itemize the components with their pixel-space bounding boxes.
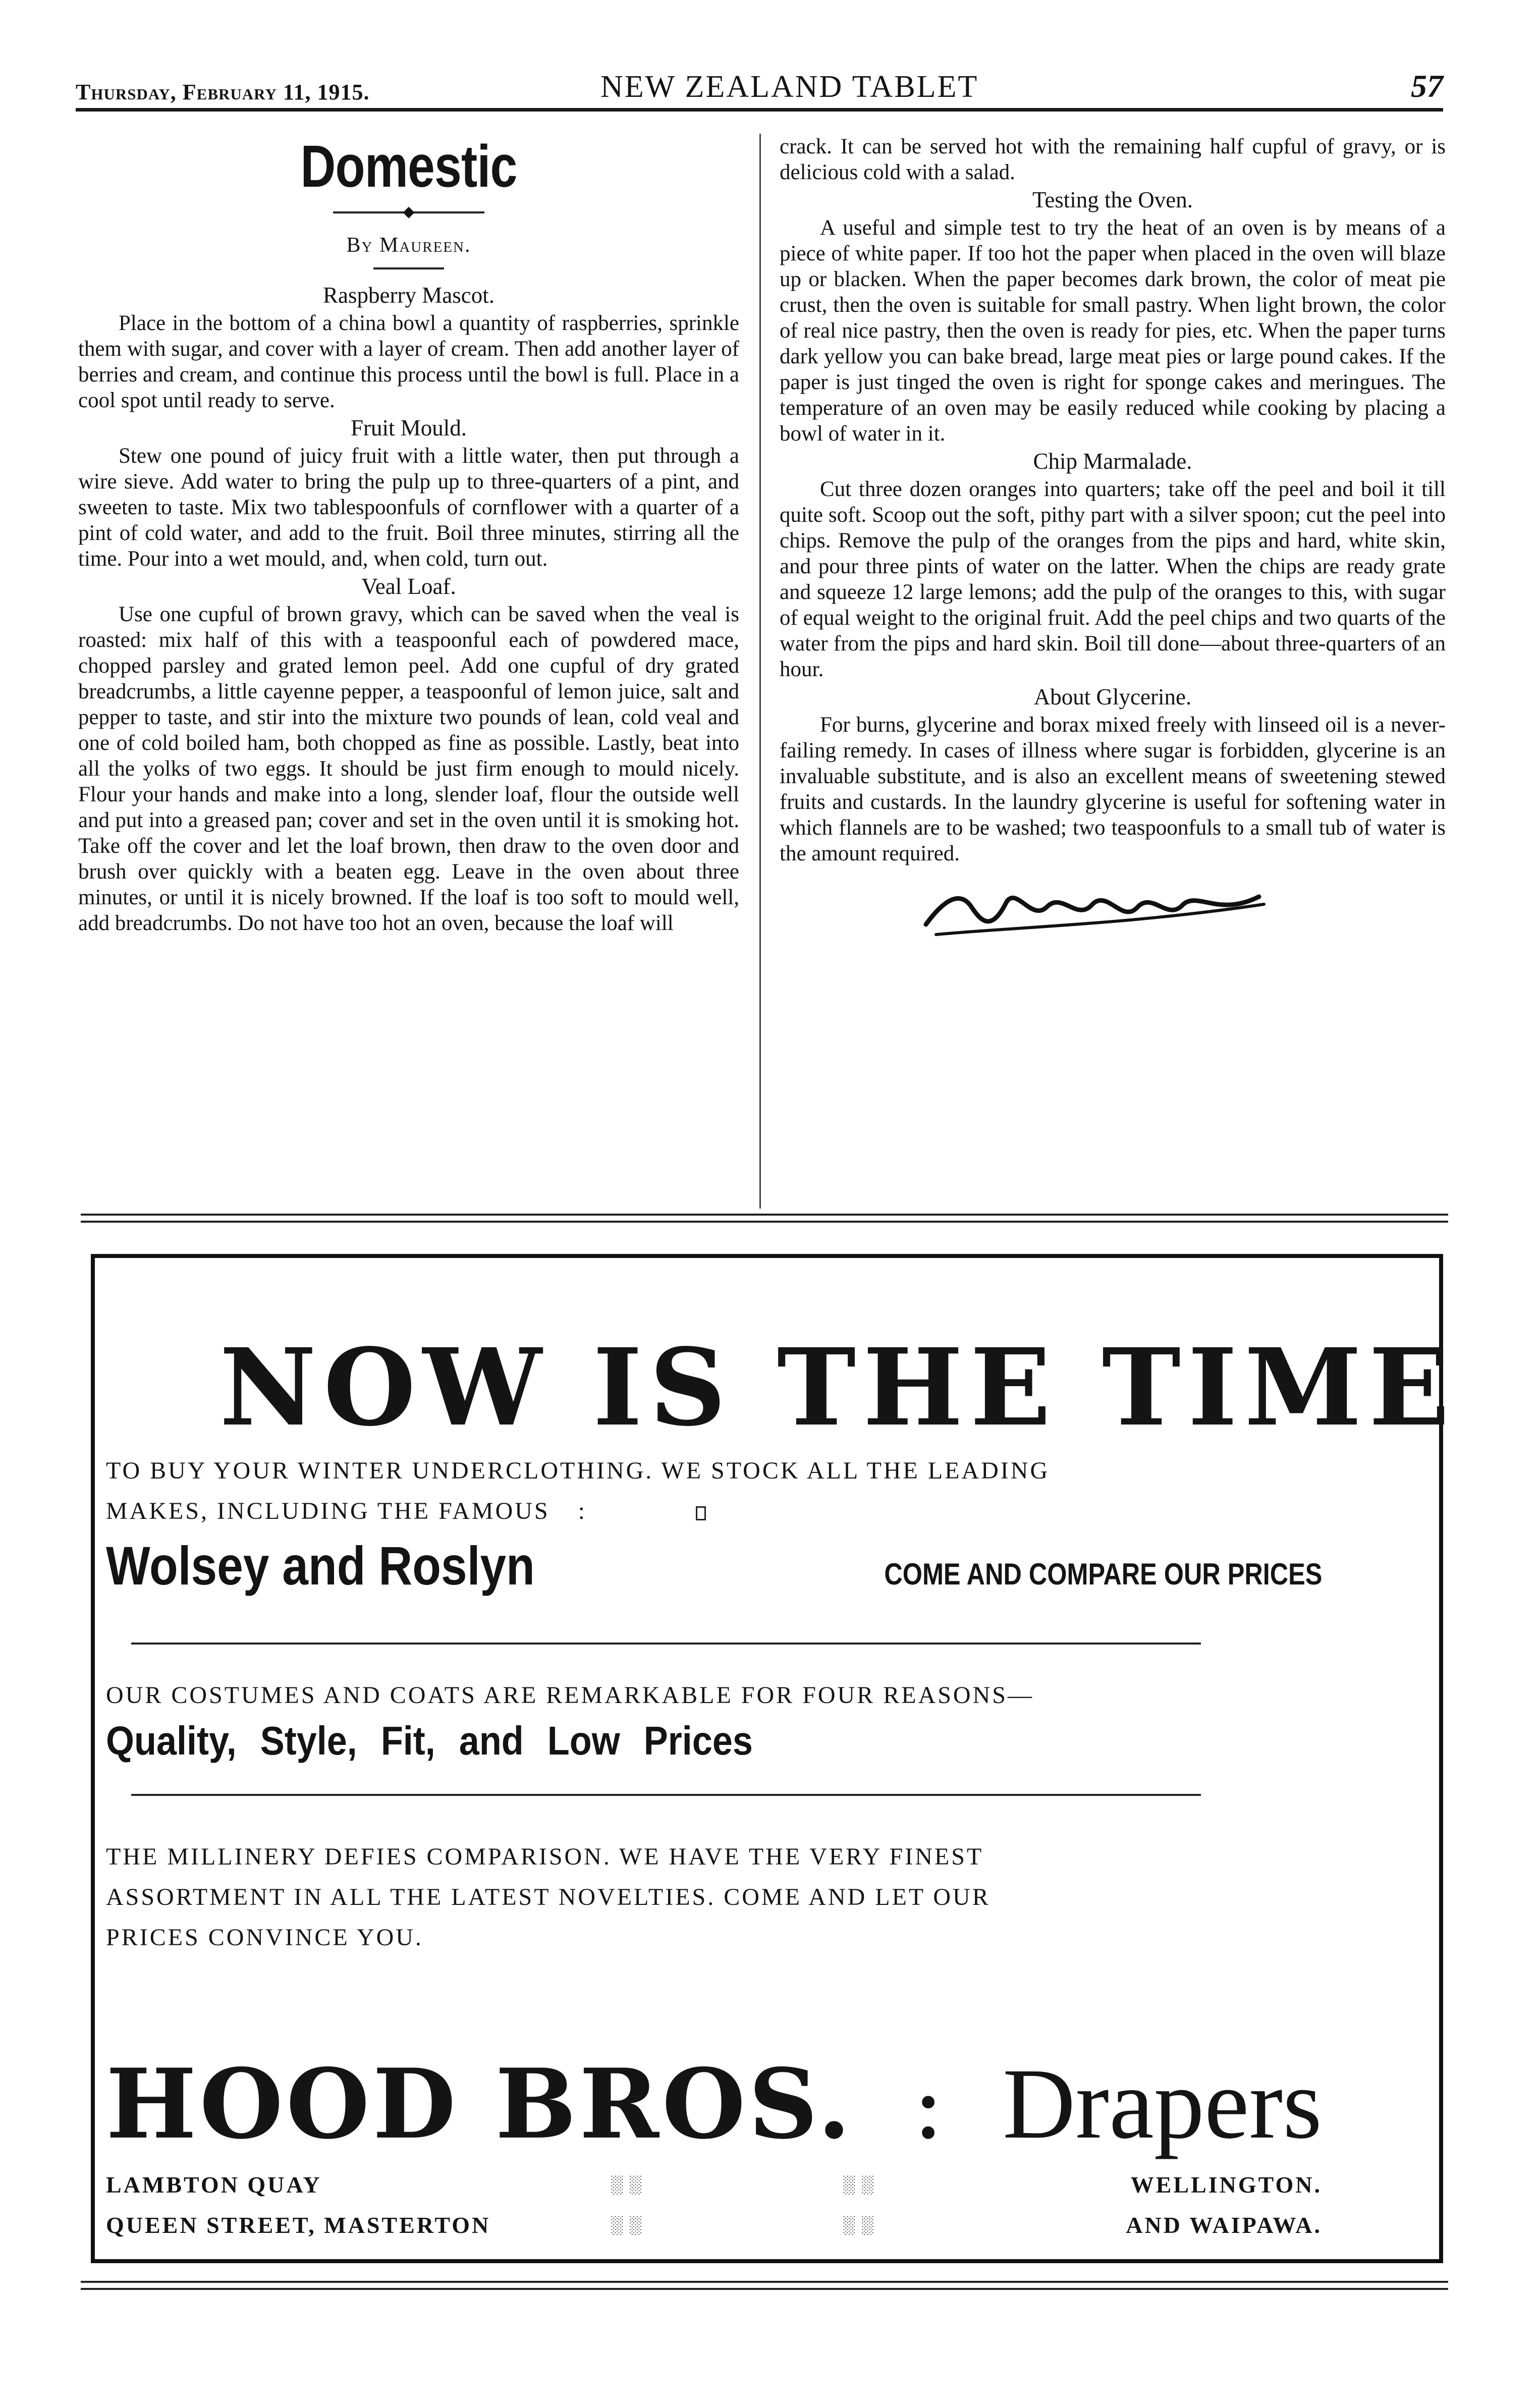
recipe-text: A useful and simple test to try the heat of an oven is by means of a piece of white paper. If too hot the paper when placed in the oven will blaze up or blacken. When the paper becomes dark brown, the color of meat pie crust, then the oven is suitable for small pastry. When light brown, the color of real nice pastry, then the oven is ready for pies, etc. When the paper turns dark yellow you can bake bread, large meat pies or large pound cakes. If the paper is just tinged the oven is right for sponge cakes and meringues. The temperature of an oven may be easily reduced while cooking by placing a bowl of water in it. — [780, 216, 1446, 446]
ornament-icon: ░ ░ — [843, 2216, 874, 2234]
byline — [78, 233, 739, 258]
recipe-title: Fruit Mould. — [350, 415, 467, 441]
recipe-title: Raspberry Mascot. — [323, 283, 494, 308]
address-street: QUEEN STREET, MASTERTON — [106, 2212, 491, 2238]
quality-list: Quality, Style, Fit, and Low Prices — [106, 1718, 753, 1763]
ad-divider — [131, 1794, 1201, 1796]
ornament-icon: ░ ░ — [611, 2216, 642, 2234]
addresses — [106, 2165, 1322, 2246]
recipe-text: Use one cupful of brown gravy, which can be saved when the veal is roasted: mix half of this with a teaspoonful each of powdered mace, chopped parsley and grated lemon peel. Add one cupful of dry grated breadcrumbs, a little cayenne pepper, a teaspoonful of lemon juice, salt and pepper to taste, and stir into the mixture two pounds of lean, cold veal and one of cold boiled ham, both chopped as fine as possible. Lastly, beat into all the yolks of two eggs. It should be just firm enough to mould nicely. Flour your hands and make into a long, slender loaf, flour the outside well and put into a greased pan; cover and set in the oven until it is smoking hot. Take off the cover and let the loaf brown, then draw to the oven door and brush over quickly with a beaten egg. Leave in the oven about three minutes, or until it is nicely browned. If the loaf is too soft to mould well, add breadcrumbs. Do not have too hot an oven, because the loaf will — [78, 603, 739, 935]
recipe-text: Stew one pound of juicy fruit with a little water, then put through a wire sieve. Add water to bring the pulp up to three-quarters of a pint, and sweeten to taste. Mix two tablespoonfuls of cornflower with a quarter of a pint of cold water, and add to the fruit. Boil three minutes, stirring all the time. Pour into a wet mould, and, when cold, turn out. — [78, 444, 739, 571]
compare-prices: COME AND COMPARE OUR PRICES — [884, 1557, 1322, 1591]
page-number: 57 — [1411, 68, 1443, 104]
ad-line: TO BUY YOUR WINTER UNDERCLOTHING. WE STOCK ALL THE LEADING — [106, 1457, 1050, 1484]
right-column — [780, 134, 1446, 947]
company-separator: : — [912, 2049, 945, 2160]
column-divider — [759, 134, 761, 1209]
recipe-text: For burns, glycerine and borax mixed freely with linseed oil is a never-failing remedy. In cases of illness where sugar is forbidden, glycerine is an invaluable substitute, and is also an excellent means of sweetening stewed fruits and custards. In the laundry glycerine is useful for softening water in which flannels are to be washed; two teaspoonfuls to a small tub of water is the amount required. — [780, 713, 1446, 865]
company-name: HOOD BROS. — [106, 2048, 854, 2160]
ad-headline: NOW IS THE TIME — [219, 1325, 1457, 1450]
brand-row — [106, 1534, 1322, 1597]
newspaper-title: NEW ZEALAND TABLET — [600, 70, 979, 104]
author-signature — [780, 877, 1446, 947]
byline-author: Maureen. — [379, 234, 471, 257]
page-bottom-rule — [81, 2281, 1448, 2290]
address-town: WELLINGTON. — [1130, 2172, 1322, 2198]
section-heading: Domestic — [300, 133, 517, 200]
byline-prefix: By — [346, 234, 373, 257]
diamond-rule — [333, 204, 484, 220]
ornament-icon: ░ ░ — [611, 2175, 642, 2194]
left-column — [78, 134, 739, 937]
continued-text: crack. It can be served hot with the remaining half cupful of gravy, or is delicious cold with a salad. — [780, 135, 1446, 184]
issue-date: Thursday, February 11, 1915. — [76, 80, 370, 104]
signature-icon — [916, 877, 1269, 942]
recipe-title: Veal Loaf. — [361, 574, 456, 599]
ornament-icon: ░ ░ — [843, 2175, 874, 2194]
ad-line: OUR COSTUMES AND COATS ARE REMARKABLE FOR FOUR REASONS— — [106, 1682, 1034, 1709]
ornament-icon — [696, 1506, 706, 1520]
address-town: AND WAIPAWA. — [1126, 2212, 1322, 2238]
ad-line: ASSORTMENT IN ALL THE LATEST NOVELTIES. COME AND LET OUR — [106, 1884, 991, 1910]
masthead — [76, 65, 1443, 112]
short-divider — [373, 267, 444, 269]
ad-divider — [131, 1643, 1201, 1645]
millinery-section — [106, 1837, 1317, 1958]
ad-stock-text — [106, 1451, 1322, 1531]
diamond-ornament-icon: ◆ — [403, 203, 415, 220]
recipe-text: Cut three dozen oranges into quarters; take off the peel and boil it till quite soft. Scoop out the soft, pithy part with a silver spoon; cut the peel into chips. Remove the pulp of the oranges from the pips and hard, white skin, and pour three pints of water on the latter. When the chips are ready grate and squeeze 12 large lemons; add the pulp of the oranges to this, with sugar of equal weight to the original fruit. Add the peel chips and two quarts of the water from the pips and hard skin. Boil till done—about three-quarters of an hour. — [780, 477, 1446, 681]
trade-name: Drapers — [1002, 2048, 1322, 2160]
recipe-title: Testing the Oven. — [1032, 187, 1193, 212]
address-row — [106, 2165, 1322, 2205]
ad-line: PRICES CONVINCE YOU. — [106, 1924, 423, 1951]
ad-line-text: MAKES, INCLUDING THE FAMOUS — [106, 1498, 550, 1524]
recipe-title: Chip Marmalade. — [1033, 449, 1192, 474]
page-divider — [81, 1214, 1448, 1223]
ad-line-separator: : — [578, 1498, 587, 1524]
recipe-text: Place in the bottom of a china bowl a quantity of raspberries, sprinkle them with sugar, and cover with a layer of cream. Then add another layer of berries and cream, and continue this process until the bowl is full. Place in a cool spot until ready to serve. — [78, 311, 739, 412]
ad-line — [106, 1491, 1322, 1531]
ad-line: THE MILLINERY DEFIES COMPARISON. WE HAVE THE VERY FINEST — [106, 1843, 984, 1870]
address-row — [106, 2205, 1322, 2246]
costumes-section — [106, 1675, 1322, 1766]
company-banner — [106, 2049, 1322, 2160]
address-street: LAMBTON QUAY — [106, 2172, 322, 2198]
recipe-title: About Glycerine. — [1033, 684, 1192, 709]
brand-names: Wolsey and Roslyn — [106, 1535, 535, 1596]
